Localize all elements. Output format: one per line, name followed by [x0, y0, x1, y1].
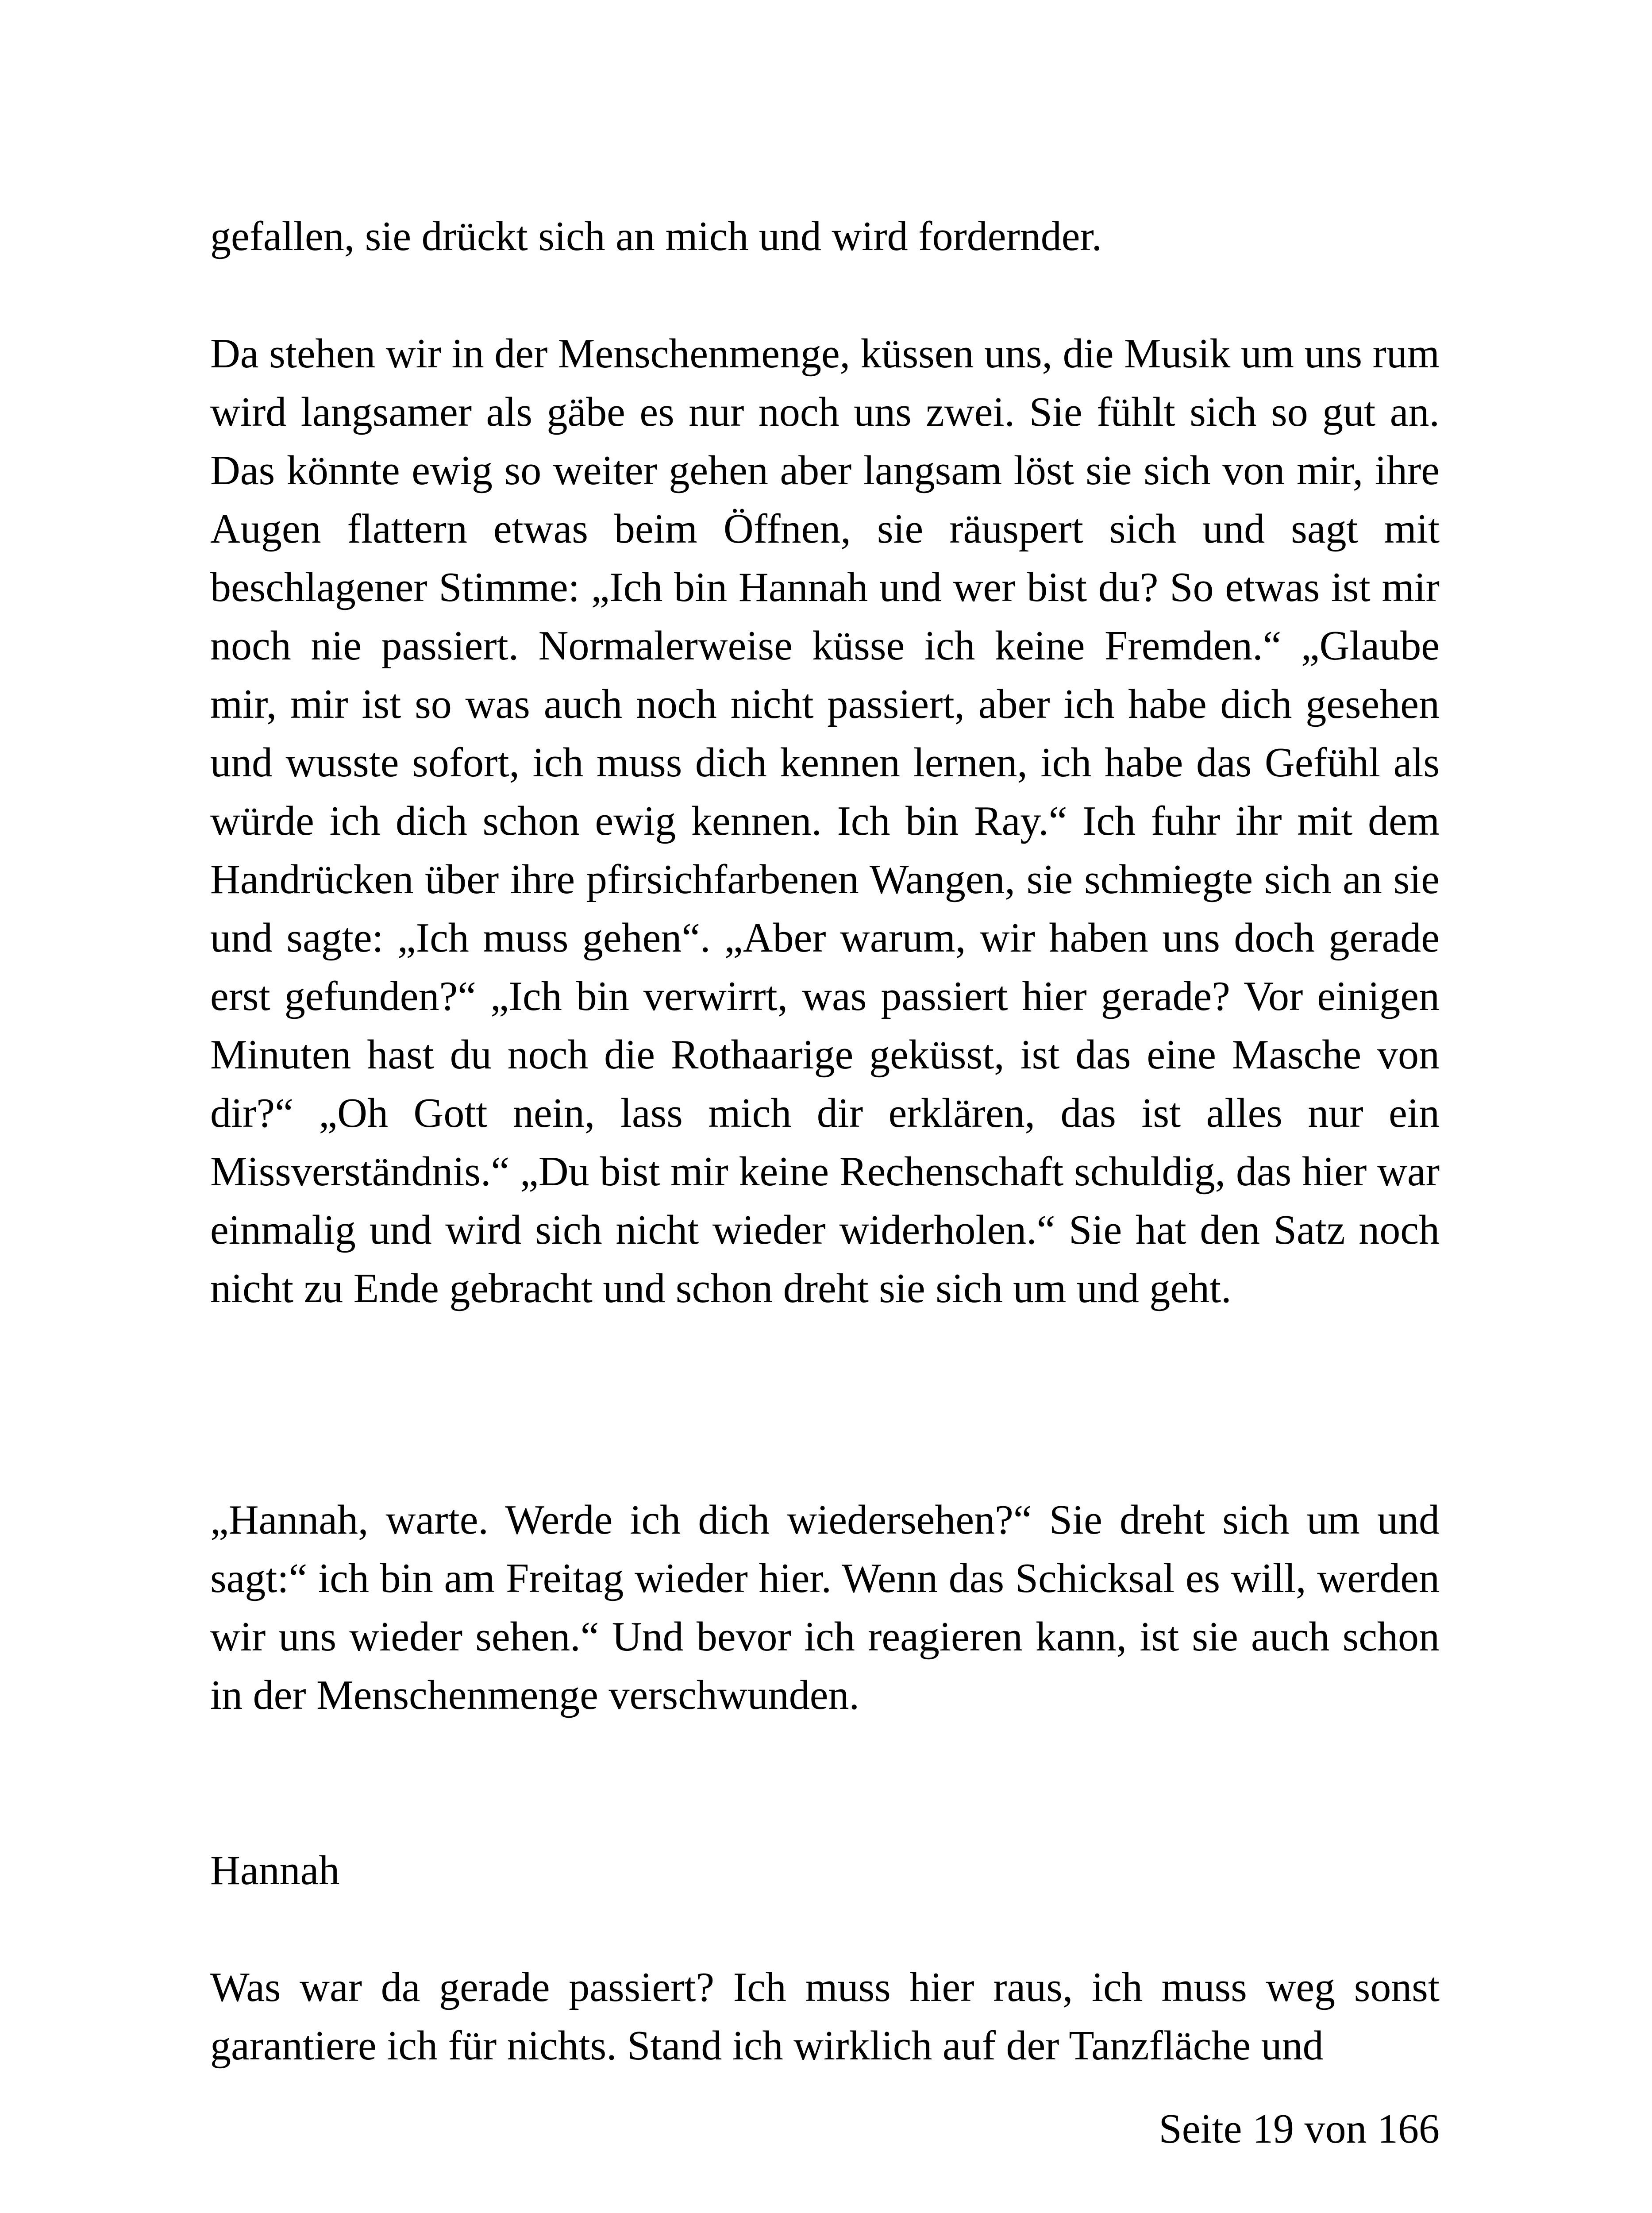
paragraph-text: gefallen, sie drückt sich an mich und wird fordernder.	[210, 213, 1102, 259]
section-heading-text: Hannah	[210, 1847, 340, 1893]
page-number-footer: Seite 19 von 166	[1159, 2106, 1440, 2152]
paragraph-text: „Hannah, warte. Werde ich dich wiedersehen?“ Sie dreht sich um und sagt:“ ich bin am Freitag wieder hier. Wenn das Schicksal es will, werden wir uns wieder sehen.“ Und bevor ich reagieren kann, ist sie auch schon in der Menschenmenge verschwunden.	[210, 1497, 1440, 1718]
paragraph-text: Was war da gerade passiert? Ich muss hier raus, ich muss weg sonst garantiere ich für nichts. Stand ich wirklich auf der Tanzfläche und	[210, 1964, 1440, 2069]
section-heading	[210, 1841, 1440, 1900]
paragraph-farewell	[210, 1491, 1440, 1724]
paragraph-continuation	[210, 207, 1440, 266]
paragraph-text: Da stehen wir in der Menschenmenge, küssen uns, die Musik um uns rum wird langsamer als gäbe es nur noch uns zwei. Sie fühlt sich so gut an. Das könnte ewig so weiter gehen aber langsam löst sie sich von mir, ihre Augen flattern etwas beim Öffnen, sie räuspert sich und sagt mit beschlagener Stimme: „Ich bin Hannah und wer bist du? So etwas ist mir noch nie passiert. Normalerweise küsse ich keine Fremden.“ „Glaube mir, mir ist so was auch noch nicht passiert, aber ich habe dich gesehen und wusste sofort, ich muss dich kennen lernen, ich habe das Gefühl als würde ich dich schon ewig kennen. Ich bin Ray.“ Ich fuhr ihr mit dem Handrücken über ihre pfirsichfarbenen Wangen, sie schmiegte sich an sie und sagte: „Ich muss gehen“. „Aber warum, wir haben uns doch gerade erst gefunden?“ „Ich bin verwirrt, was passiert hier gerade? Vor einigen Minuten hast du noch die Rothaarige geküsst, ist das eine Masche von dir?“ „Oh Gott nein, lass mich dir erklären, das ist alles nur ein Missverständnis.“ „Du bist mir keine Rechenschaft schuldig, das hier war einmalig und wird sich nicht wieder widerholen.“ Sie hat den Satz noch nicht zu Ende gebracht und schon dreht sie sich um und geht.	[210, 331, 1440, 1311]
paragraph-dialogue	[210, 324, 1440, 1318]
paragraph-hannah	[210, 1958, 1440, 2075]
